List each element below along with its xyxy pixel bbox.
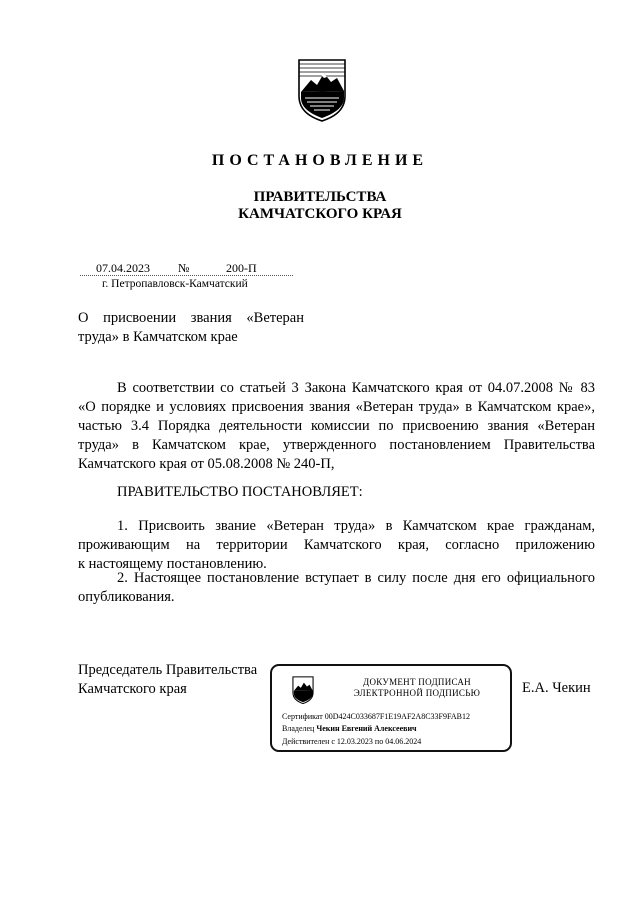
item-1-line: к настоящему постановлению. — [78, 556, 267, 572]
item-2-line: 2. Настоящее постановление вступает в силу после дня его официального — [117, 570, 595, 586]
decree-statement — [78, 483, 595, 502]
issuer-line-2: КАМЧАТСКОГО КРАЯ — [238, 206, 402, 222]
preamble-line: «О порядке и условиях присвоения звания «Ветеран труда» в Камчатском крае», — [78, 399, 595, 415]
registration-line — [80, 261, 293, 276]
stamp-owner — [282, 724, 417, 733]
issuer-line-1: ПРАВИТЕЛЬСТВА — [253, 189, 387, 205]
number-sign: № — [178, 261, 190, 275]
decree-text: ПРАВИТЕЛЬСТВО ПОСТАНОВЛЯЕТ: — [117, 484, 363, 500]
kamchatka-emblem-icon — [297, 58, 347, 122]
owner-value: Чекин Евгений Алексеевич — [316, 724, 417, 733]
electronic-signature-stamp — [270, 664, 512, 752]
item-2-paragraph — [78, 569, 595, 607]
preamble-line: В соответствии со статьей 3 Закона Камчатского края от 04.07.2008 № 83 — [117, 380, 595, 396]
stamp-certificate — [282, 712, 470, 721]
valid-from-label: Действителен с — [282, 737, 335, 746]
preamble-line: труда» в Камчатском крае, утвержденного постановлением Правительства — [78, 437, 595, 453]
certificate-label: Сертификат — [282, 712, 323, 721]
preamble-paragraph — [78, 379, 595, 474]
stamp-validity — [282, 737, 421, 746]
item-1-line: проживающим на территории Камчатского края, согласно приложению — [78, 537, 595, 553]
document-number: 200-П — [226, 261, 257, 275]
item-2-line: опубликования. — [78, 589, 175, 605]
signatory-name: Е.А. Чекин — [522, 680, 591, 696]
document-date: 07.04.2023 — [96, 261, 150, 275]
valid-from-date: 12.03.2023 — [336, 737, 373, 746]
preamble-line: Камчатского края от 05.08.2008 № 240-П, — [78, 456, 335, 472]
item-1-line: 1. Присвоить звание «Ветеран труда» в Камчатском крае гражданам, — [117, 518, 595, 534]
issue-city: г. Петропавловск-Камчатский — [102, 278, 248, 290]
stamp-heading-1: ДОКУМЕНТ ПОДПИСАН — [363, 677, 471, 687]
certificate-value: 00D424C033687F1E19AF2A8C33F9FAB12 — [324, 712, 470, 721]
preamble-line: частью 3.4 Порядка деятельности комиссии по присвоению звания «Ветеран — [78, 418, 595, 434]
signatory-title-line-1: Председатель Правительства — [78, 662, 258, 678]
item-1-paragraph — [78, 517, 595, 574]
document-type-heading: ПОСТАНОВЛЕНИЕ — [211, 152, 429, 169]
owner-label: Владелец — [282, 724, 315, 733]
signatory-title — [78, 661, 257, 699]
valid-to-label: по — [374, 737, 384, 746]
subject-line-2: труда» в Камчатском крае — [78, 329, 238, 345]
signatory-title-line-2: Камчатского края — [78, 681, 187, 697]
document-subject — [78, 309, 304, 347]
stamp-emblem-icon — [292, 676, 314, 704]
valid-to-date: 04.06.2024 — [385, 737, 422, 746]
subject-line-1: О присвоении звания «Ветеран — [78, 310, 304, 326]
stamp-heading-2: ЭЛЕКТРОННОЙ ПОДПИСЬЮ — [353, 688, 481, 698]
